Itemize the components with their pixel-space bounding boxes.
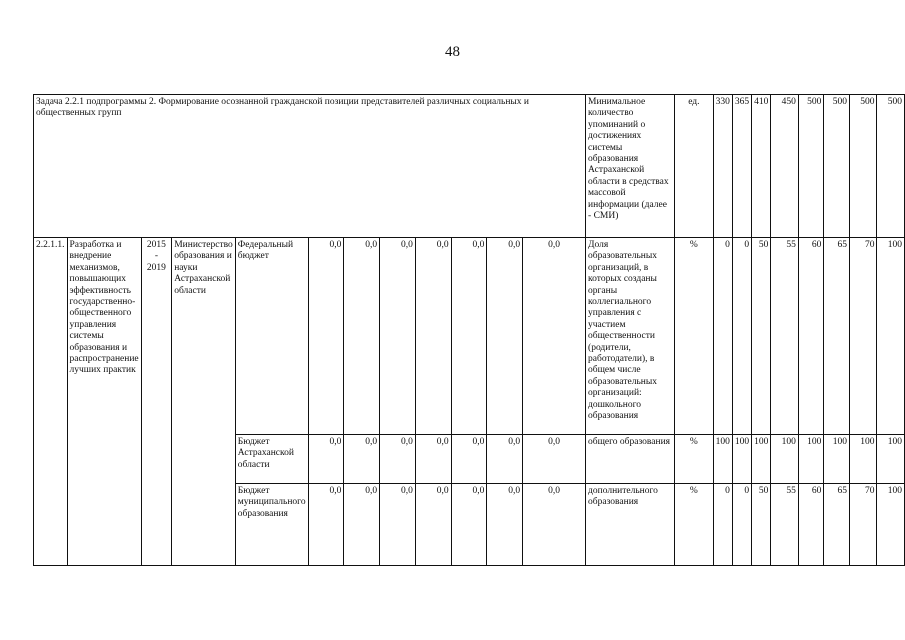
value-cell: 50 [752, 238, 771, 435]
task-title: Задача 2.2.1 подпрограммы 2. Формирование осознанной гражданской позиции представителей различных социальных и общественных групп [34, 95, 586, 238]
amount-cell: 0,0 [380, 435, 416, 484]
amount-cell: 0,0 [415, 238, 451, 435]
source-name: Федеральный бюджет [235, 238, 308, 435]
page-number: 48 [445, 44, 460, 60]
amount-cell: 0,0 [308, 484, 344, 566]
unit-cell: % [675, 484, 714, 566]
unit-cell: % [675, 238, 714, 435]
amount-cell: 0,0 [308, 238, 344, 435]
amount-cell: 0,0 [451, 238, 487, 435]
task-indicator: Минимальное количество упоминаний о достижениях системы образования Астраханской области в средствах массовой информации (далее - СМИ) [586, 95, 675, 238]
value-cell: 65 [824, 238, 850, 435]
row-name: Разработка и внедрение механизмов, повышающих эффективность государственно-общественного управления системы образования и распространение лучших практик [67, 238, 141, 566]
task-value: 330 [713, 95, 732, 238]
year-start: 2015 [146, 240, 166, 250]
amount-cell: 0,0 [415, 484, 451, 566]
value-cell: 65 [824, 484, 850, 566]
task-value: 500 [798, 95, 824, 238]
value-cell: 100 [849, 435, 876, 484]
amount-cell: 0,0 [344, 238, 380, 435]
value-cell: 100 [877, 435, 905, 484]
program-table [33, 94, 905, 566]
task-value: 500 [849, 95, 876, 238]
task-value: 410 [752, 95, 771, 238]
value-cell: 100 [877, 484, 905, 566]
task-value: 500 [824, 95, 850, 238]
amount-cell: 0,0 [523, 484, 586, 566]
value-cell: 55 [771, 484, 798, 566]
amount-cell: 0,0 [380, 238, 416, 435]
value-cell: 60 [798, 484, 824, 566]
indicator-cell: Доля образовательных организаций, в которых созданы органы коллегиального управления с участием общественности (родители, работодатели), в общем числе образовательных организаций: дошкольного образования [586, 238, 675, 435]
task-row [34, 95, 905, 238]
amount-cell: 0,0 [451, 435, 487, 484]
value-cell: 70 [849, 238, 876, 435]
amount-cell: 0,0 [487, 238, 523, 435]
value-cell: 100 [713, 435, 732, 484]
value-cell: 100 [752, 435, 771, 484]
amount-cell: 0,0 [487, 435, 523, 484]
source-name: Бюджет муниципального образования [235, 484, 308, 566]
value-cell: 100 [877, 238, 905, 435]
task-value: 500 [877, 95, 905, 238]
value-cell: 60 [798, 238, 824, 435]
task-unit: ед. [675, 95, 714, 238]
row-executor: Министерство образования и науки Астраханской области [172, 238, 236, 566]
value-cell: 0 [732, 238, 751, 435]
amount-cell: 0,0 [487, 484, 523, 566]
year-dash: - [154, 251, 158, 262]
task-value: 450 [771, 95, 798, 238]
unit-cell: % [675, 435, 714, 484]
value-cell: 0 [732, 484, 751, 566]
amount-cell: 0,0 [523, 238, 586, 435]
amount-cell: 0,0 [415, 435, 451, 484]
row-code: 2.2.1.1. [34, 238, 68, 566]
table-row [34, 238, 905, 435]
value-cell: 100 [798, 435, 824, 484]
source-name: Бюджет Астраханской области [235, 435, 308, 484]
value-cell: 0 [713, 484, 732, 566]
value-cell: 100 [771, 435, 798, 484]
value-cell: 55 [771, 238, 798, 435]
amount-cell: 0,0 [344, 435, 380, 484]
value-cell: 100 [732, 435, 751, 484]
year-end: 2019 [146, 262, 166, 273]
indicator-cell: дополнительного образования [586, 484, 675, 566]
amount-cell: 0,0 [380, 484, 416, 566]
value-cell: 100 [824, 435, 850, 484]
amount-cell: 0,0 [308, 435, 344, 484]
indicator-cell: общего образования [586, 435, 675, 484]
row-years [141, 238, 172, 566]
value-cell: 50 [752, 484, 771, 566]
amount-cell: 0,0 [451, 484, 487, 566]
amount-cell: 0,0 [523, 435, 586, 484]
value-cell: 0 [713, 238, 732, 435]
amount-cell: 0,0 [344, 484, 380, 566]
task-value: 365 [732, 95, 751, 238]
value-cell: 70 [849, 484, 876, 566]
